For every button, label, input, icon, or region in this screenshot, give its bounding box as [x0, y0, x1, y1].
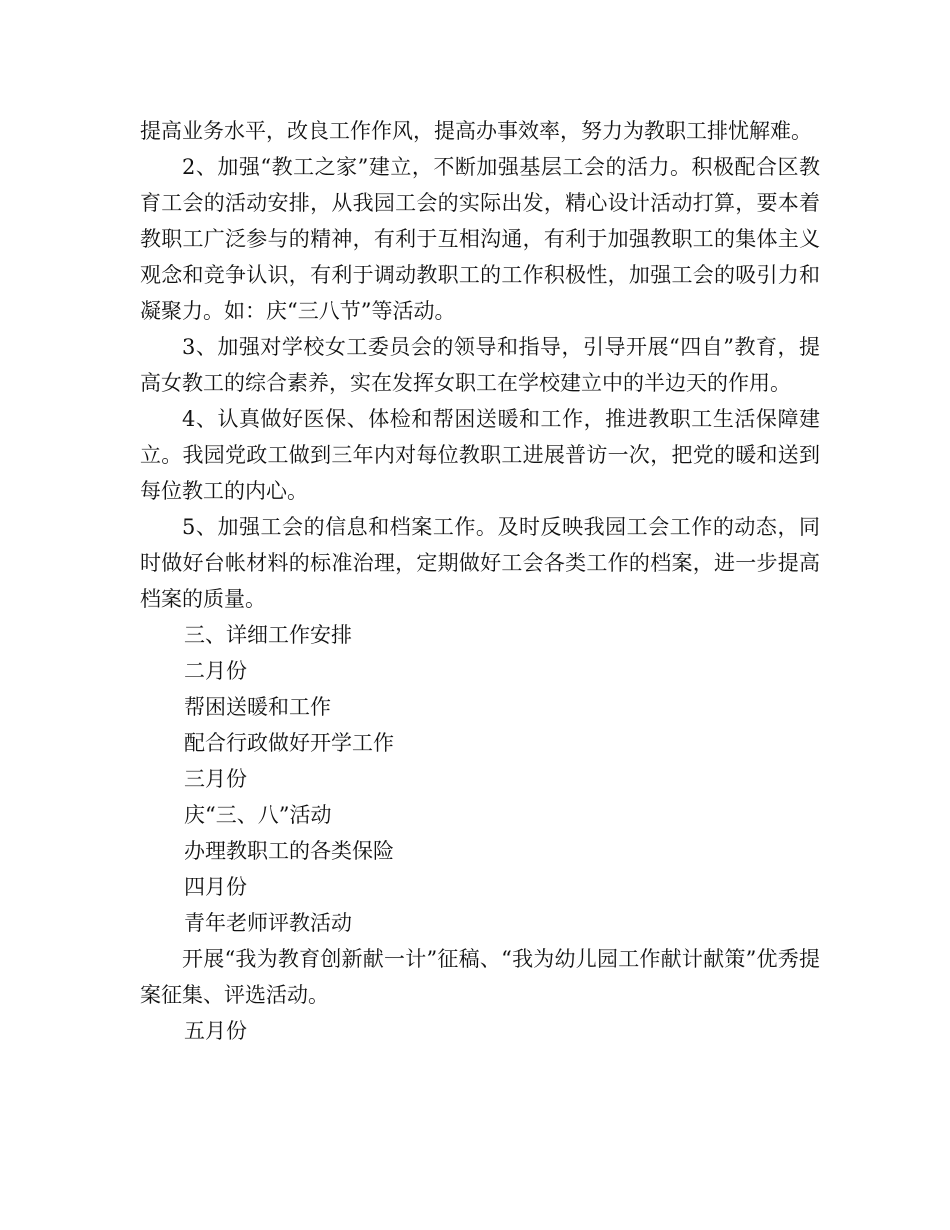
- march-item: 庆“三、八”活动: [184, 803, 332, 827]
- paragraph-item-5: 5、加强工会的信息和档案工作。及时反映我园工会工作的动态，同时做好台帐材料的标准治理，定期做好工会各类工作的档案，进一步提高档案的质量。: [140, 515, 820, 611]
- march-item: 办理教职工的各类保险: [184, 839, 394, 863]
- april-item: 青年老师评教活动: [184, 911, 352, 935]
- paragraph-item-3: 3、加强对学校女工委员会的领导和指导，引导开展“四自”教育，提高女教工的综合素养，实在发挥女职工在学校建立中的半边天的作用。: [140, 335, 820, 395]
- paragraph-item-4: 4、认真做好医保、体检和帮困送暖和工作，推进教职工生活保障建立。我园党政工做到三年内对每位教职工进展普访一次，把党的暖和送到每位教工的内心。: [140, 407, 820, 503]
- section-heading: 三、详细工作安排: [184, 623, 352, 647]
- month-february: 二月份: [184, 659, 247, 683]
- document-body: [140, 113, 820, 1049]
- month-march: 三月份: [184, 767, 247, 791]
- april-item-proposal: 开展“我为教育创新献一计”征稿、“我为幼儿园工作献计献策”优秀提案征集、评选活动。: [140, 947, 820, 1007]
- paragraph-efficiency: 提高业务水平，改良工作作风，提高办事效率，努力为教职工排忧解难。: [140, 119, 812, 143]
- month-may: 五月份: [184, 1019, 247, 1043]
- paragraph-item-2: 2、加强“教工之家”建立，不断加强基层工会的活力。积极配合区教育工会的活动安排，从我园工会的实际出发，精心设计活动打算，要本着教职工广泛参与的精神，有利于互相沟通，有利于加强教职工的集体主义观念和竞争认识，有利于调动教职工的工作积极性，加强工会的吸引力和凝聚力。如：庆“三八节”等活动。: [140, 155, 820, 323]
- month-april: 四月份: [184, 875, 247, 899]
- february-item: 帮困送暖和工作: [184, 695, 331, 719]
- february-item: 配合行政做好开学工作: [184, 731, 394, 755]
